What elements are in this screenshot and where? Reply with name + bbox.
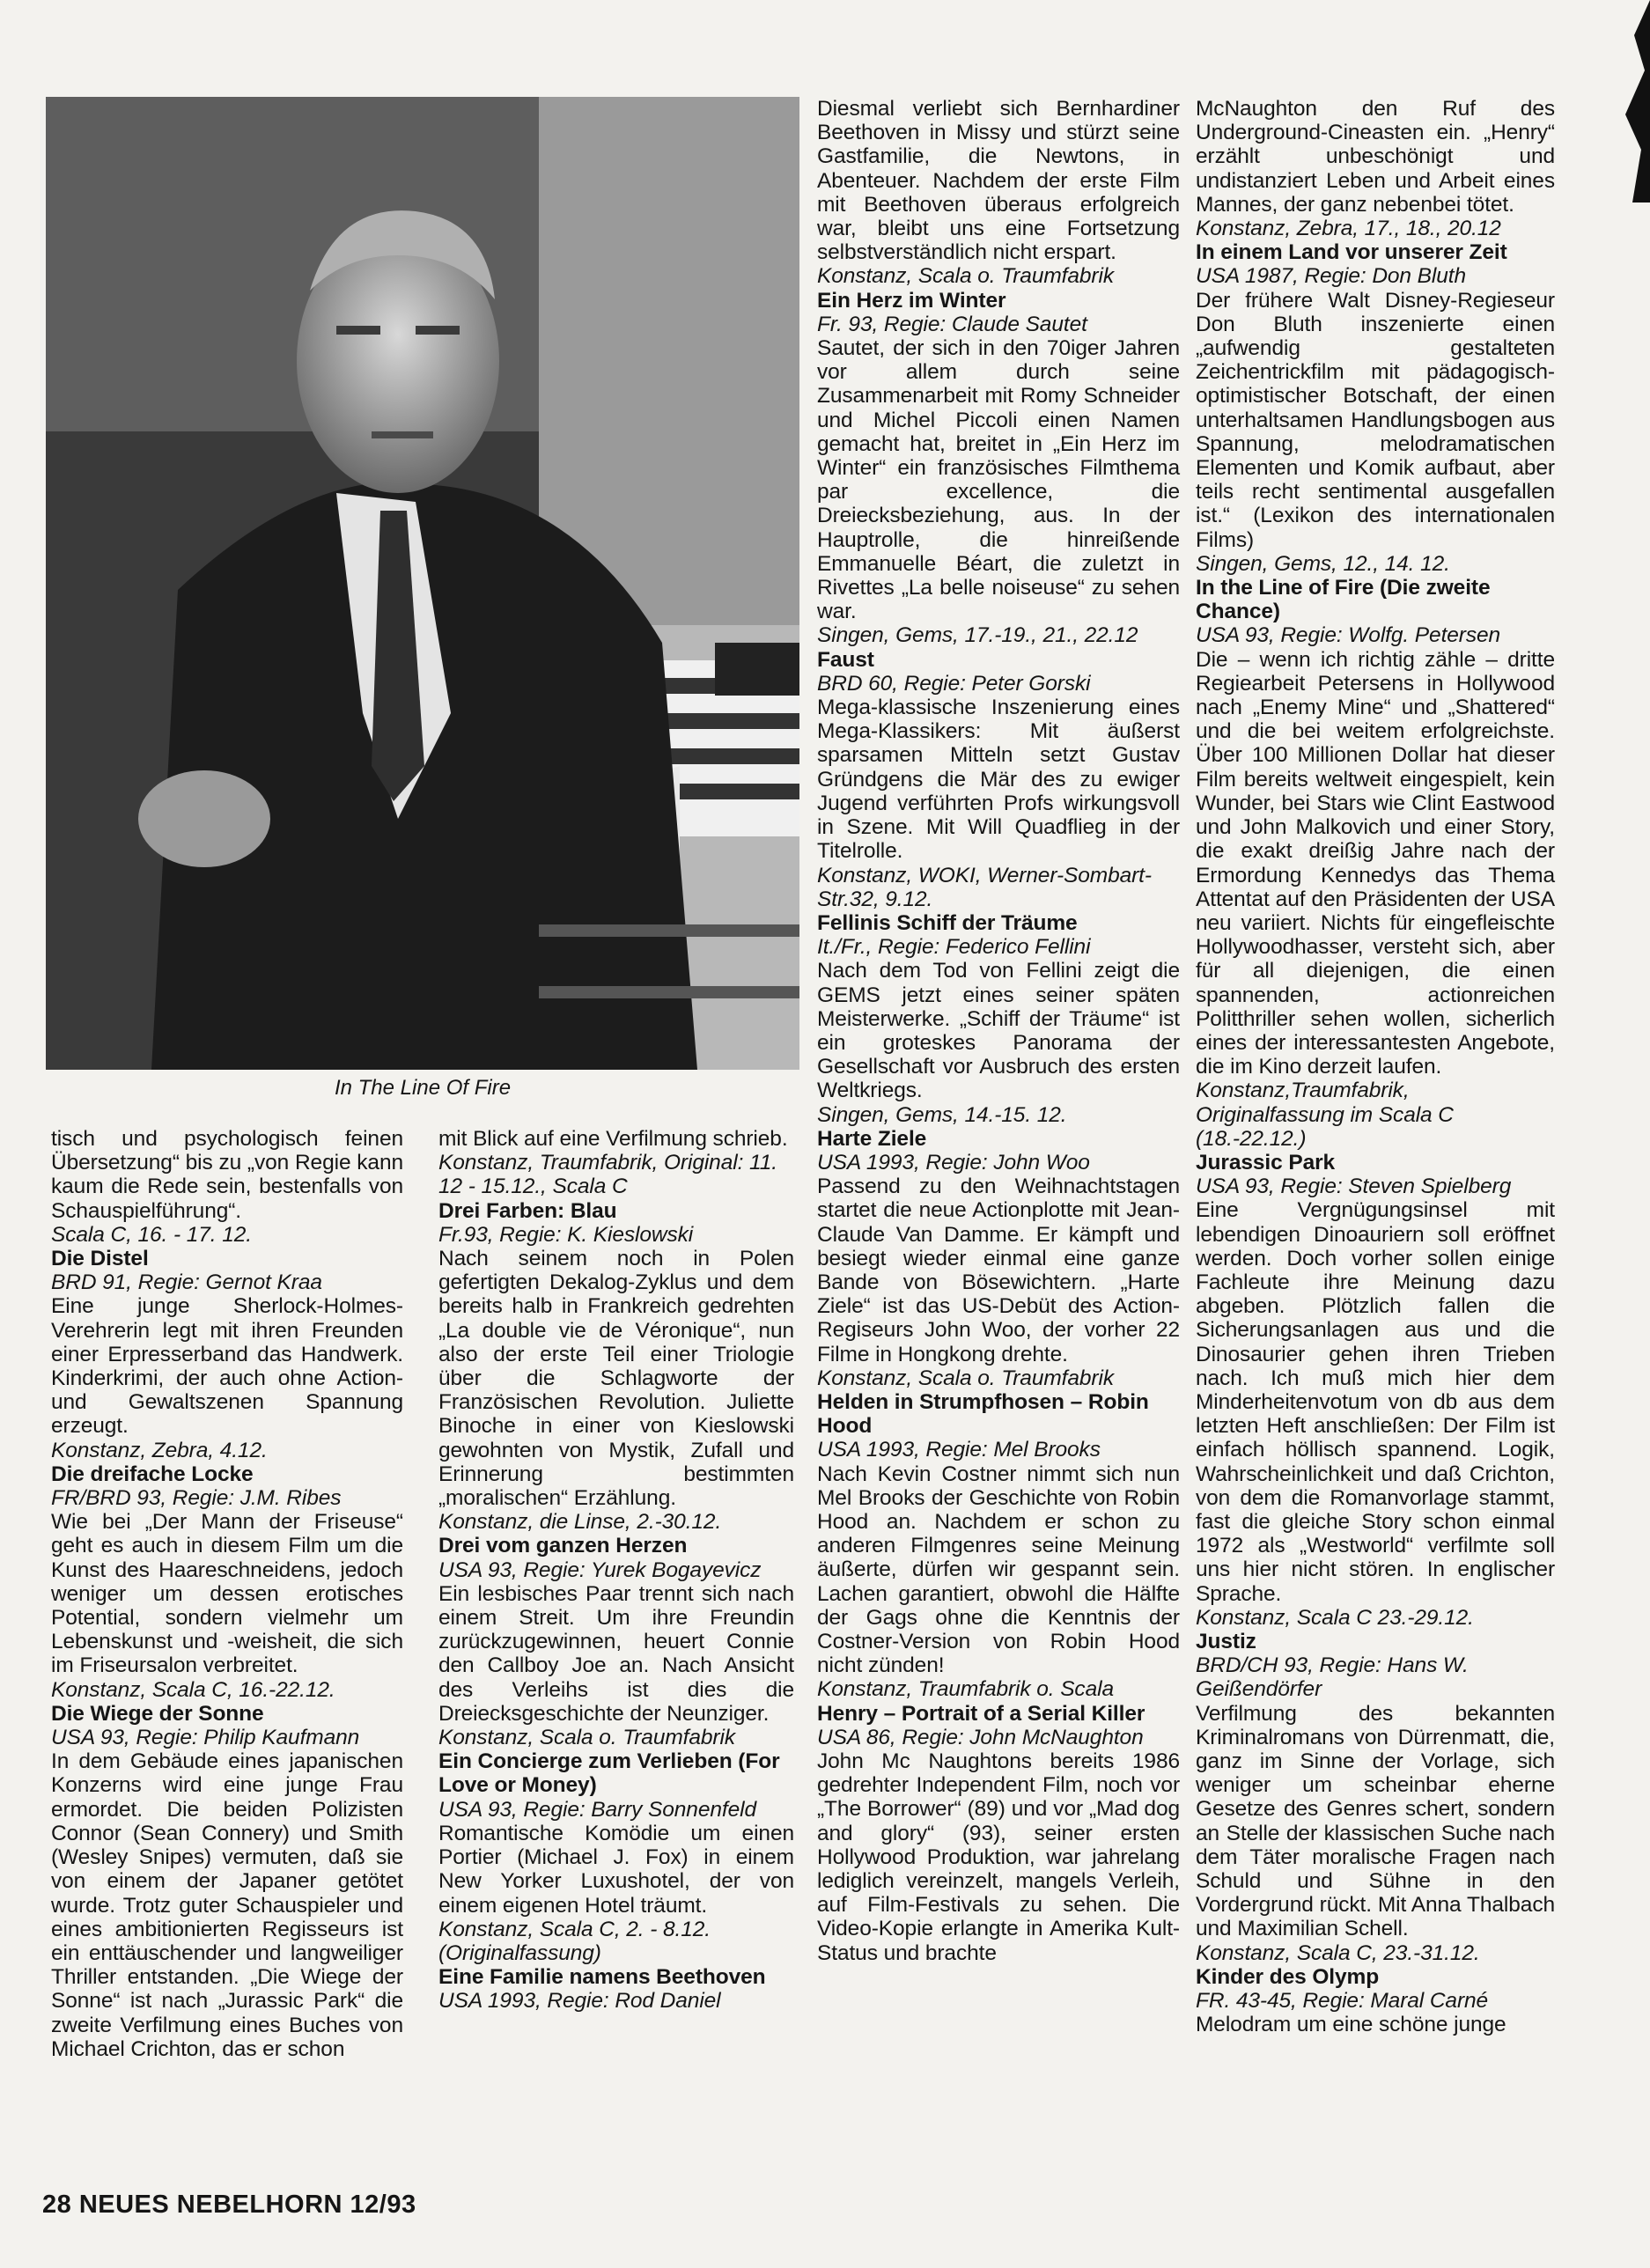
film-meta: Konstanz, Scala o. Traumfabrik xyxy=(817,1366,1114,1390)
film-meta: BRD/CH 93, Regie: Hans W. Geißendörfer xyxy=(1196,1653,1469,1702)
column-4 xyxy=(1196,97,1555,2036)
film-description: Nach seinem noch in Polen gefertigten Dekalog-Zyklus und dem bereits halb in Frankreich gedrehten „La double vie de Véronique“, nun also der erste Teil einer Triologie über die Schlagworte der Französischen Revolution. Juliette Binoche in einer von Kieslowski gewohnten von Mystik, Zufall und Erinnerung bestimmten „moralischen“ Erzählung. xyxy=(438,1247,794,1511)
film-meta: USA 1993, Regie: John Woo xyxy=(817,1150,1090,1174)
film-title: Drei Farben: Blau xyxy=(438,1198,617,1223)
film-description: Eine Vergnügungsinsel mit lebendigen Dinoauriern soll eröffnet werden. Doch vorher sollen einige Fachleute ihre Meinung dazu abgeben. Plötzlich fallen die Sicherungsanlagen aus und die Dinosaurier gehen ihren Trieben nach. Ich muß mich hier dem Minderheitenvotum von db aus dem letzten Heft anschließen: Der Film ist einfach höllisch spannend. Logik, Wahrscheinlichkeit und daß Crichton, von dem die Romanvorlage stammt, fast die gleiche Story schon einmal 1972 als „Westworld“ verfilmte soll uns hier nicht stören. In englischer Sprache. xyxy=(1196,1198,1555,1606)
column-1 xyxy=(51,1127,403,2061)
film-title: In einem Land vor unserer Zeit xyxy=(1196,240,1507,265)
film-meta: Konstanz, Scala o. Traumfabrik xyxy=(817,264,1114,289)
film-description: Nach dem Tod von Fellini zeigt die GEMS jetzt eines seiner späten Meisterwerke. „Schiff der Träume“ ist ein groteskes Panorama der Gesellschaft vor Ausbruch des ersten Weltkriegs. xyxy=(817,959,1180,1103)
film-title: Ein Herz im Winter xyxy=(817,288,1006,313)
film-description: Mega-klassische Inszenierung eines Mega-Klassikers: Mit äußerst sparsamen Mitteln setzt Gustav Gründgens die Mär des zu ewiger Jugend verführten Profs wirkungsvoll in Szene. Mit Will Quadflieg in der Titelrolle. xyxy=(817,696,1180,864)
film-description: Romantische Komödie um einen Portier (Michael J. Fox) in einem New Yorker Luxushotel, der von einem eigenen Hotel träumt. xyxy=(438,1821,794,1918)
film-title: Justiz xyxy=(1196,1630,1256,1653)
torn-edge-mark xyxy=(1608,0,1650,202)
film-description: Sautet, der sich in den 70iger Jahren vor allem durch seine Zusammenarbeit mit Romy Schneider und Michel Piccoli einen Namen gemacht hat, breitet in „Ein Herz im Winter“ ein französisches Filmthema par excellence, die Dreiecksbeziehung, aus. In der Hauptrolle, die hinreißende Emmanuelle Béart, die zuletzt in Rivettes „La belle noiseuse“ zu sehen war. xyxy=(817,336,1180,624)
film-description: Diesmal verliebt sich Bernhardiner Beethoven in Missy und stürzt seine Gastfamilie, die Newtons, in Abenteuer. Nachdem der erste Film mit Beethoven überaus erfolgreich war, bleibt uns eine Fortsetzung selbstverständlich nicht erspart. xyxy=(817,97,1180,265)
film-meta: USA 1987, Regie: Don Bluth xyxy=(1196,264,1467,289)
film-description: Ein lesbisches Paar trennt sich nach einem Streit. Um ihre Freundin zurückzugewinnen, heuert Connie den Callboy Joe an. Nach Ansicht des Verleihs ist dies die Dreiecksgeschichte der Neunziger. xyxy=(438,1581,794,1726)
film-title: Jurassic Park xyxy=(1196,1150,1336,1174)
film-description: Wie bei „Der Mann der Friseuse“ geht es auch in diesem Film um die Kunst des Haareschneidens, jedoch weniger um dessen erotisches Potential, sondern vielmehr um Lebenskunst und -weisheit, die sich im Friseursalon verbreitet. xyxy=(51,1510,403,1678)
film-meta: Singen, Gems, 12., 14. 12. xyxy=(1196,551,1450,576)
film-meta: USA 93, Regie: Barry Sonnenfeld xyxy=(438,1797,756,1822)
film-meta: Konstanz, Scala C, 23.-31.12. xyxy=(1196,1940,1480,1965)
film-description: McNaughton den Ruf des Underground-Cineasten ein. „Henry“ erzählt unbeschönigt und undistanziert Leben und Arbeit eines Mannes, der ganz nebenbei tötet. xyxy=(1196,97,1555,217)
film-title: In the Line of Fire (Die zweite Chance) xyxy=(1196,576,1491,624)
column-2 xyxy=(438,1127,794,2014)
film-meta: Konstanz, Scala C, 2. - 8.12. (Originalfassung) xyxy=(438,1917,711,1965)
film-meta: BRD 60, Regie: Peter Gorski xyxy=(817,671,1091,696)
film-description: Nach Kevin Costner nimmt sich nun Mel Brooks der Geschichte von Robin Hood an. Nachdem er schon zu anderen Filmgenres seine Meinung äußerte, dürfen wir gespannt sein. Lachen garantiert, obwohl die Hälfte der Gags ohne die Kenntnis der Costner-Version von Robin Hood nicht zünden! xyxy=(817,1462,1180,1678)
film-meta: USA 86, Regie: John McNaughton xyxy=(817,1725,1144,1749)
film-meta: Konstanz, Zebra, 4.12. xyxy=(51,1438,268,1462)
film-meta: Konstanz,Traumfabrik, Originalfassung im Scala C (18.-22.12.) xyxy=(1196,1079,1454,1151)
film-title: Helden in Strumpfhosen – Robin Hood xyxy=(817,1389,1149,1439)
photo-caption: In The Line Of Fire xyxy=(334,1076,512,1100)
film-meta: Fr.93, Regie: K. Kieslowski xyxy=(438,1222,694,1247)
film-title: Die Distel xyxy=(51,1247,149,1271)
film-meta: Konstanz, Scala C 23.-29.12. xyxy=(1196,1605,1474,1630)
film-description: tisch und psychologisch feinen Übersetzung“ bis zu „von Regie kann kaum die Rede sein, bestenfalls von Schauspielführung“. xyxy=(51,1127,403,1223)
film-meta: USA 1993, Regie: Mel Brooks xyxy=(817,1438,1101,1462)
film-title: Faust xyxy=(817,647,874,672)
film-meta: Konstanz, Zebra, 17., 18., 20.12 xyxy=(1196,217,1501,241)
page-footer: 28 NEUES NEBELHORN 12/93 xyxy=(42,2191,416,2219)
film-title: Eine Familie namens Beethoven xyxy=(438,1965,766,1990)
film-meta: Fr. 93, Regie: Claude Sautet xyxy=(817,312,1087,336)
film-meta: USA 93, Regie: Steven Spielberg xyxy=(1196,1174,1512,1199)
film-title: Ein Concierge zum Verlieben (For Love or Money) xyxy=(438,1749,780,1798)
film-meta: Konstanz, Traumfabrik, Original: 11. 12 - 15.12., Scala C xyxy=(438,1151,777,1199)
film-meta: BRD 91, Regie: Gernot Kraa xyxy=(51,1270,322,1295)
film-meta: Singen, Gems, 17.-19., 21., 22.12 xyxy=(817,623,1138,648)
film-title: Henry – Portrait of a Serial Killer xyxy=(817,1701,1145,1726)
film-title: Harte Ziele xyxy=(817,1126,927,1151)
film-title: Die dreifache Locke xyxy=(51,1462,254,1486)
film-meta: It./Fr., Regie: Federico Fellini xyxy=(817,935,1091,960)
film-meta: Scala C, 16. - 17. 12. xyxy=(51,1222,252,1247)
film-meta: Konstanz, Scala C, 16.-22.12. xyxy=(51,1677,335,1702)
film-title: Drei vom ganzen Herzen xyxy=(438,1534,688,1558)
film-meta: FR/BRD 93, Regie: J.M. Ribes xyxy=(51,1486,342,1511)
film-description: Melodram um eine schöne junge xyxy=(1196,2013,1506,2037)
film-meta: USA 93, Regie: Yurek Bogayevicz xyxy=(438,1557,762,1582)
film-description: Der frühere Walt Disney-Regieseur Don Bluth inszenierte einen „aufwendig gestalteten Zeichentrickfilm mit pädagogisch-optimistischer Botschaft, der einen unterhaltsamen Handlungsbogen aus Spannung, melodramatischen Elementen und Komik aufbaut, aber teils recht sentimental ausgefallen ist.“ (Lexikon des internationalen Films) xyxy=(1196,288,1555,552)
film-description: In dem Gebäude eines japanischen Konzerns wird eine junge Frau ermordet. Die beiden Polizisten Connor (Sean Connery) und Smith (Wesley Snipes) vermuten, daß sie von einem der Japaner getötet wurde. Trotz guter Schauspieler und eines ambitionierten Regisseurs ist ein enttäuschender und langweiliger Thriller entstanden. „Die Wiege der Sonne“ ist nach „Jurassic Park“ die zweite Verfilmung eines Buches von Michael Crichton, das er schon xyxy=(51,1749,403,2061)
film-meta: FR. 43-45, Regie: Maral Carné xyxy=(1196,1989,1489,2014)
film-meta: USA 93, Regie: Wolfg. Petersen xyxy=(1196,623,1501,648)
film-meta: Konstanz, Traumfabrik o. Scala xyxy=(817,1677,1114,1702)
film-meta: USA 93, Regie: Philip Kaufmann xyxy=(51,1726,360,1750)
film-description: Die – wenn ich richtig zähle – dritte Regiearbeit Petersens in Hollywood nach „Enemy Mine“ und „Shattered“ und die bei weitem erfolgreichste. Über 100 Millionen Dollar hat dieser Film bereits weltweit eingespielt, kein Wunder, bei Stars wie Clint Eastwood und John Malkovich und einer Story, die exakt dreißig Jahre nach der Ermordung Kennedys das Thema Attentat auf den Präsidenten der USA neu variiert. Nichts für eingefleischte Hollywoodhasser, versteht sich, aber für all diejenigen, die einen spannenden, actionreichen Politthriller sehen wollen, sicherlich eines der interessantesten Angebote, die im Kino derzeit laufen. xyxy=(1196,647,1555,1079)
film-description: Passend zu den Weihnachtstagen startet die neue Actionplotte mit Jean-Claude Van Damme. Er kämpft und besiegt wieder einmal eine ganze Bande von Bösewichtern. „Harte Ziele“ ist das US-Debüt des Action-Regiseurs John Woo, der vorher 22 Filme in Hongkong drehte. xyxy=(817,1174,1180,1366)
film-description: Eine junge Sherlock-Holmes-Verehrerin legt mit ihren Freunden einer Erpresserband das Handwerk. Kinderkrimi, der auch ohne Action- und Gewaltszenen Spannung erzeugt. xyxy=(51,1294,403,1439)
photo-illustration xyxy=(46,97,799,1070)
film-title: Fellinis Schiff der Träume xyxy=(817,910,1078,935)
film-meta: Konstanz, Scala o. Traumfabrik xyxy=(438,1726,735,1750)
film-still-photo xyxy=(46,97,799,1070)
film-description: Verfilmung des bekannten Kriminalromans von Dürrenmatt, die, ganz im Sinne der Vorlage, sich weniger um scheinbar eherne Gesetze des Genres schert, sondern an Stelle der klassischen Suche nach dem Täter moralische Fragen nach Schuld und Sühne in den Vordergrund rückt. Mit Anna Thalbach und Maximilian Schell. xyxy=(1196,1701,1555,1941)
film-meta: USA 1993, Regie: Rod Daniel xyxy=(438,1989,721,2014)
film-title: Die Wiege der Sonne xyxy=(51,1701,264,1726)
film-title: Kinder des Olymp xyxy=(1196,1964,1380,1989)
column-3 xyxy=(817,97,1180,1965)
film-meta: Konstanz, WOKI, Werner-Sombart-Str.32, 9.12. xyxy=(817,863,1152,911)
film-meta: Konstanz, die Linse, 2.-30.12. xyxy=(438,1510,722,1535)
film-description: mit Blick auf eine Verfilmung schrieb. xyxy=(438,1127,788,1151)
film-meta: Singen, Gems, 14.-15. 12. xyxy=(817,1102,1067,1127)
film-description: John Mc Naughtons bereits 1986 gedrehter Independent Film, noch vor „The Borrower“ (89) und vor „Mad dog and glory“ (93), seiner ersten Hollywood Produktion, war jahrelang lediglich vereinzelt, mangels Verleih, auf Film-Festivals zu sehen. Die Video-Kopie erlangte in Amerika Kult-Status und brachte xyxy=(817,1749,1180,1965)
